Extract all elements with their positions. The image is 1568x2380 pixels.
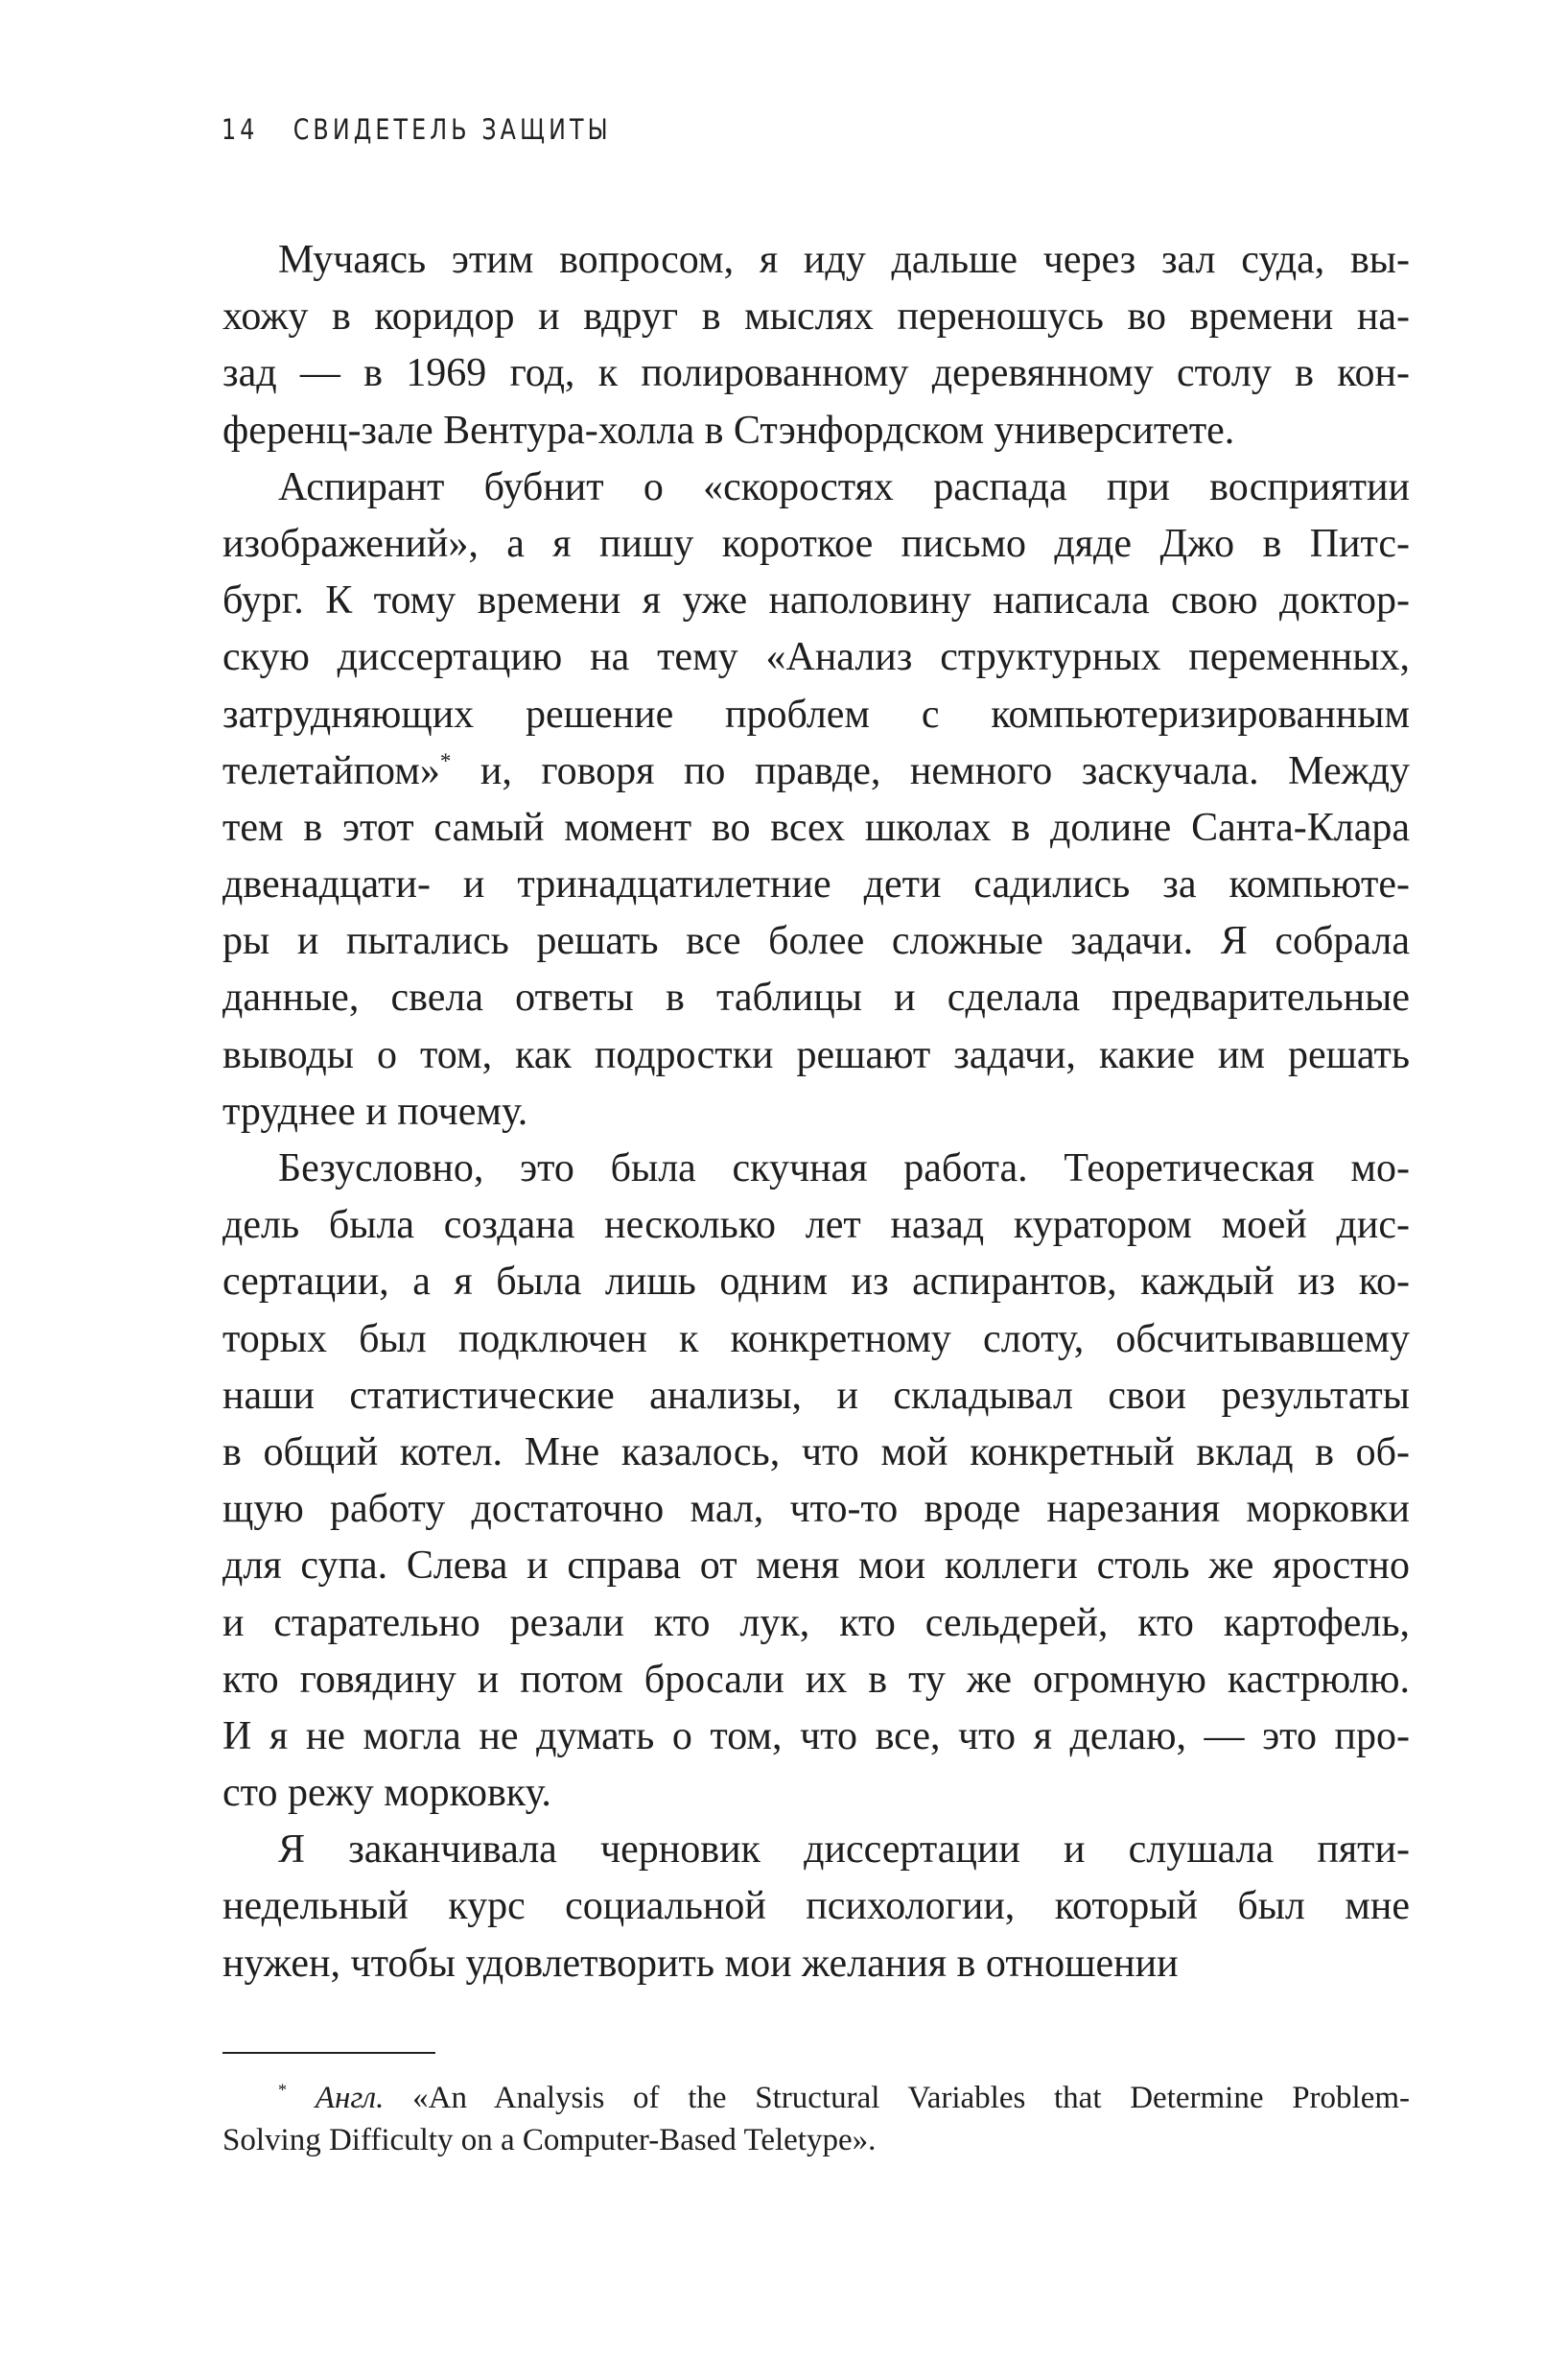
text-line <box>222 629 1410 686</box>
text-line <box>222 232 1410 289</box>
line-text: и старательно резали кто лук, кто сельдерей, кто картофель, <box>222 1600 1410 1645</box>
line-text: данные, свела ответы в таблицы и сделала предварительные <box>222 976 1410 1021</box>
line-text: нужен, чтобы удовлетворить мои желания в отношении <box>222 1941 1179 1986</box>
footnote <box>222 2077 1410 2161</box>
footnote-line <box>222 2077 1410 2119</box>
text-line <box>222 1878 1410 1935</box>
text-line <box>222 1481 1410 1538</box>
line-text: в общий котел. Мне казалось, что мой конкретный вклад в об- <box>222 1429 1410 1474</box>
line-text: наши статистические анализы, и складывал свои результаты <box>222 1373 1410 1418</box>
text-line <box>222 857 1410 913</box>
text-line <box>222 1084 1410 1141</box>
footnote-mark: * <box>278 2080 288 2100</box>
line-text: труднее и почему. <box>222 1089 528 1134</box>
line-text: И я не могла не думать о том, что все, что я делаю, — это про- <box>222 1713 1410 1758</box>
text-line <box>222 1822 1410 1878</box>
line-text: Я заканчивала черновик диссертации и слушала пяти- <box>278 1827 1410 1873</box>
text-line <box>222 1595 1410 1652</box>
line-text: бург. К тому времени я уже наполовину написала свою доктор- <box>222 578 1410 624</box>
text-line <box>222 460 1410 516</box>
line-text: хожу в коридор и вдруг в мыслях переношусь во времени на- <box>222 295 1410 340</box>
line-text: Безусловно, это была скучная работа. Теоретическая мо- <box>278 1146 1410 1190</box>
line-text: для супа. Слева и справа от меня мои коллеги столь же яростно <box>222 1543 1410 1589</box>
footnote-text: Solving Difficulty on a Computer-Based Teletype». <box>222 2123 877 2157</box>
body-text <box>222 232 1410 1992</box>
text-line <box>222 913 1410 970</box>
line-text: сто режу морковку. <box>222 1771 551 1816</box>
line-text: ференц-зале Вентура-холла в Стэнфордском университете. <box>222 408 1235 453</box>
text-line <box>222 1254 1410 1310</box>
line-text: изображений», а я пишу короткое письмо дяде Джо в Питс- <box>222 521 1410 566</box>
text-line <box>222 1936 1410 1992</box>
text-line <box>222 1141 1410 1197</box>
text-line <box>222 800 1410 857</box>
text-line <box>222 1425 1410 1481</box>
line-text: кто говядину и потом бросали их в ту же огромную кастрюлю. <box>222 1657 1410 1702</box>
footnote-text: «An Analysis of the Structural Variables that Determine Problem- <box>384 2081 1411 2115</box>
line-text: Аспирант бубнит о «скоростях распада при восприятии <box>278 464 1410 509</box>
line-text: выводы о том, как подростки решают задачи, какие им решать <box>222 1032 1410 1077</box>
line-text: затрудняющих решение проблем с компьютеризированным <box>222 692 1410 737</box>
footnote-reference[interactable]: * <box>439 747 452 773</box>
text-line <box>222 1197 1410 1254</box>
text-line <box>222 516 1410 573</box>
line-text: скую диссертацию на тему «Анализ структурных переменных, <box>222 635 1410 680</box>
line-text: торых был подключен к конкретному слоту, обсчитывавшему <box>222 1316 1410 1361</box>
text-line <box>222 1708 1410 1765</box>
line-text: щую работу достаточно мал, что-то вроде нарезания морковки <box>222 1487 1410 1532</box>
text-line <box>222 1368 1410 1425</box>
line-text: двенадцати- и тринадцатилетние дети садились за компьюте- <box>222 862 1410 907</box>
text-line <box>222 1311 1410 1368</box>
text-line <box>222 403 1410 460</box>
footnote-divider <box>222 2052 435 2054</box>
text-line <box>222 1538 1410 1594</box>
text-line <box>222 687 1410 743</box>
text-line <box>222 345 1410 402</box>
line-text: дель была создана несколько лет назад куратором моей дис- <box>222 1203 1410 1248</box>
line-text: тем в этот самый момент во всех школах в долине Санта-Клара <box>222 805 1410 850</box>
line-text: зад — в 1969 год, к полированному деревянному столу в кон- <box>222 351 1410 396</box>
text-line <box>222 573 1410 629</box>
line-text: Мучаясь этим вопросом, я иду дальше через зал суда, вы- <box>278 238 1410 282</box>
running-title: СВИДЕТЕЛЬ ЗАЩИТЫ <box>293 113 612 146</box>
text-line <box>222 1652 1410 1708</box>
line-text: сертации, а я была лишь одним из аспирантов, каждый из ко- <box>222 1260 1410 1305</box>
footnote-label: Англ. <box>315 2081 385 2115</box>
text-line <box>222 970 1410 1026</box>
line-text: ры и пытались решать все более сложные задачи. Я собрала <box>222 919 1410 964</box>
text-line <box>222 1765 1410 1822</box>
text-line <box>222 743 1410 800</box>
line-text: телетайпом» <box>222 748 440 793</box>
text-line <box>222 289 1410 345</box>
text-line <box>222 1027 1410 1084</box>
footnote-line <box>222 2119 1410 2161</box>
running-header <box>222 113 612 146</box>
line-text: недельный курс социальной психологии, который был мне <box>222 1884 1410 1929</box>
line-text-continued: и, говоря по правде, немного заскучала. Между <box>451 748 1410 793</box>
page-number: 14 <box>222 113 259 146</box>
